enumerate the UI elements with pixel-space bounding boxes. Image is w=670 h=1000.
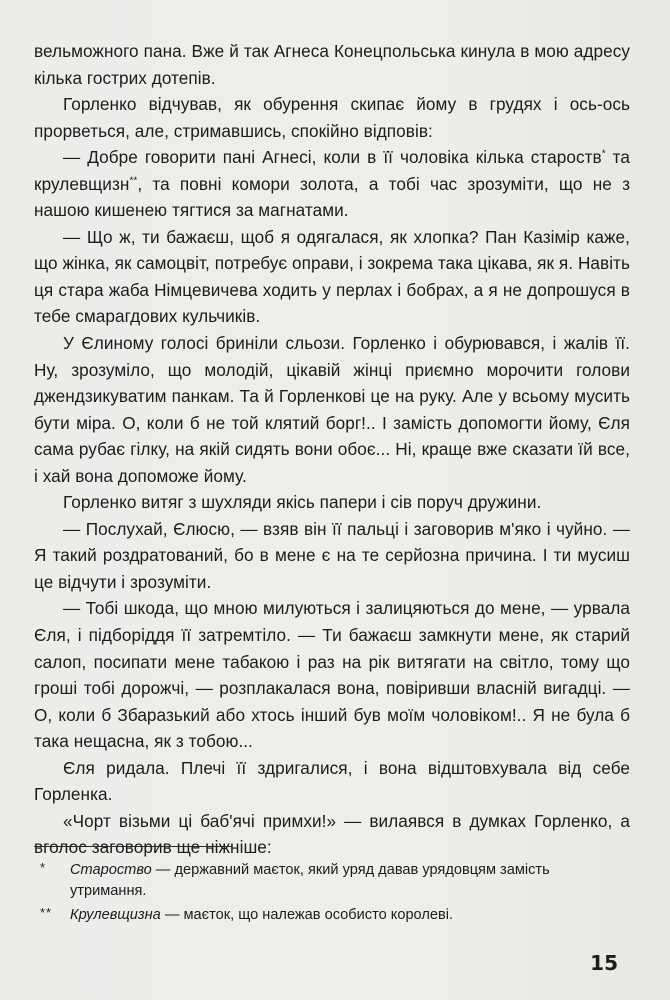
footnote-ref-1: * xyxy=(601,148,606,160)
body-text xyxy=(34,38,630,861)
footnotes xyxy=(34,860,630,930)
paragraph-8: — Тобі шкода, що мною милуються і залицяються до мене, — урвала Єля, і підборіддя її затремтіло. — Ти бажаєш замкнути мене, як старий салоп, посипати мене табакою і раз на рік витягати на світло, тому що гроші тобі дорожчі, — розплакалася вона, повіривши власній вигадці. — О, коли б Збаразький або хтось інший був моїм чоловіком!.. Я не була б така нещасна, як з тобою... xyxy=(34,598,630,752)
footnote-marker: * xyxy=(40,860,47,875)
paragraph-5: У Єлиному голосі бриніли сльози. Горленко і обурювався, і жалів її. Ну, зрозуміло, що молодій, цікавій жінці приємно морочити голови джендзикуватим панкам. Та й Горленкові це на руку. Але у всьому мусить бути міра. О, коли б не той клятий борг!.. І замість допомогти йому, Єля сама рубає гілку, на якій сидять вони обоє... Ні, краще вже сказати їй все, і хай вона допоможе йому. xyxy=(34,333,630,486)
paragraph-3-part-3: , та повні комори золота, а тобі час зрозуміти, що не з нашою кишенею тягтися за магнатами. xyxy=(34,173,630,221)
paragraph-2: Горленко відчував, як обурення скипає йому в грудях і ось-ось прорветься, але, стримавшись, спокійно відповів: xyxy=(34,94,630,141)
paragraph-7: — Послухай, Єлюсю, — взяв він її пальці і заговорив м'яко і чуйно. — Я такий роздратований, бо в мене є на те серйозна причина. І ти мусиш це відчути і зрозуміти. xyxy=(34,518,630,592)
page-number: 15 xyxy=(590,951,618,975)
footnote-definition: — маєток, що належав особисто королеві. xyxy=(160,907,454,923)
footnote-definition: — державний маєток, який уряд давав урядовцям замість утримання. xyxy=(70,862,550,899)
footnote-ref-2: ** xyxy=(129,175,138,186)
paragraph-3-part-1: — Добре говорити пані Агнесі, коли в її чоловіка кілька староств xyxy=(63,147,602,168)
footnote-marker: ** xyxy=(40,905,53,920)
paragraph-4: — Що ж, ти бажаєш, щоб я одягалася, як хлопка? Пан Казімір каже, що жінка, як самоцвіт, потребує оправи, і зокрема така цікава, як я. Навіть ця стара жаба Німцевичева ходить у перлах і бобрах, а я не допрошуся в тебе смарагдових кульчиків. xyxy=(34,226,630,327)
footnote-term: Крулевщизна xyxy=(70,907,161,923)
paragraph-10: «Чорт візьми ці баб'ячі примхи!» — вилаявся в думках Горленко, а вголос заговорив ще ніжніше: xyxy=(34,810,630,858)
footnote-2 xyxy=(34,905,630,926)
paragraph-6: Горленко витяг з шухляди якісь папери і сів поруч дружини. xyxy=(63,492,542,513)
footnote-term: Староство xyxy=(70,862,152,878)
footnote-divider xyxy=(34,846,232,847)
paragraph-3 xyxy=(34,144,630,224)
paragraph-9: Єля ридала. Плечі її здригалися, і вона відштовхувала від себе Горленка. xyxy=(34,757,630,805)
paragraph-1: вельможного пана. Вже й так Агнеса Конецпольська кинула в мою адресу кілька гострих дотепів. xyxy=(34,41,630,88)
footnote-1 xyxy=(34,860,630,901)
paragraph-3-part-2: та крулевщизн xyxy=(34,147,631,194)
